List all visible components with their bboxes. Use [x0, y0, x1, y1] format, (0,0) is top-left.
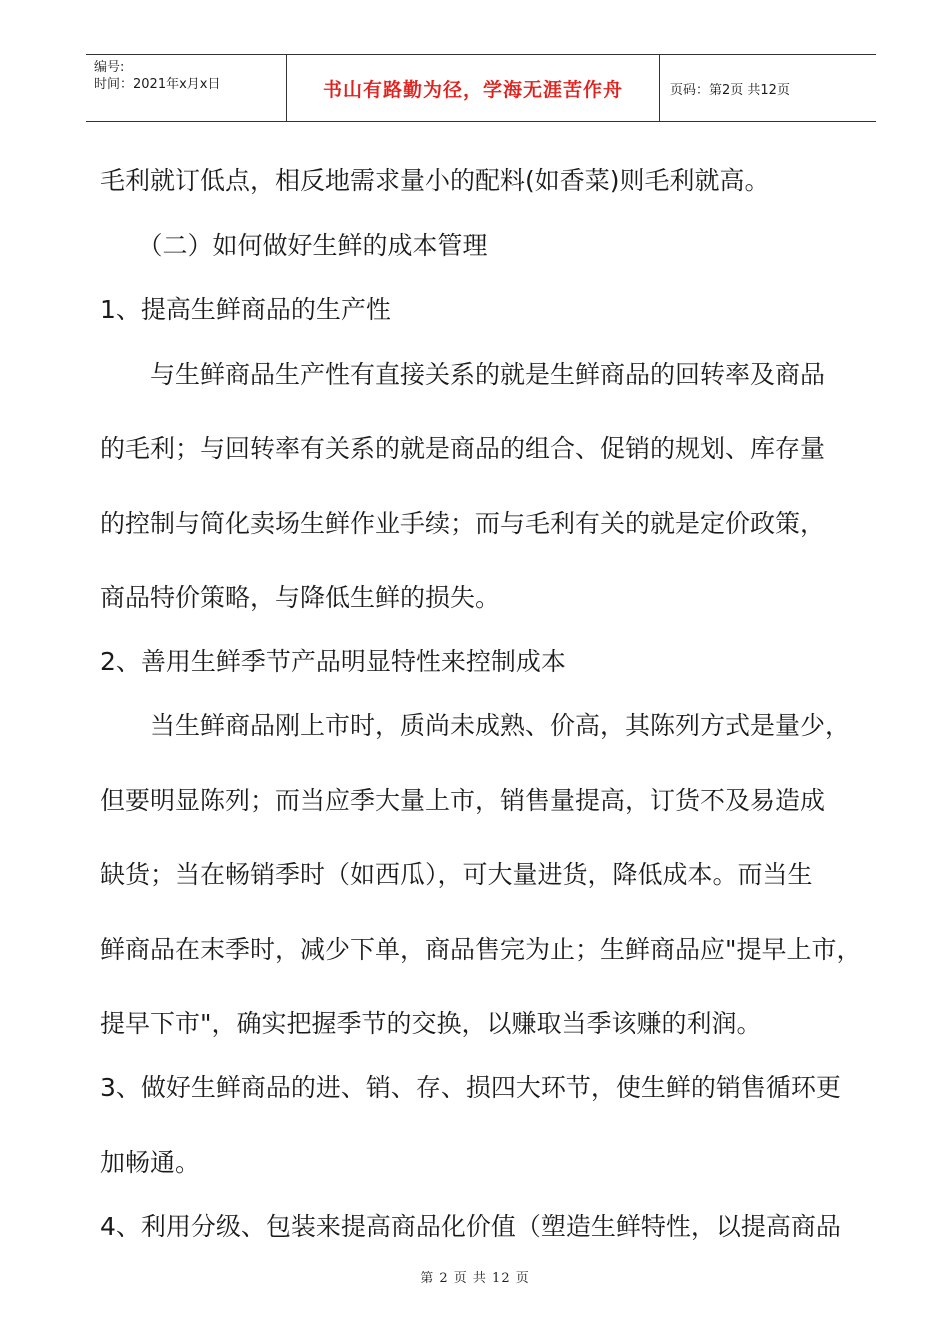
document-time: 时间：2021年x月x日	[94, 77, 221, 92]
text-line: 但要明显陈列；而当应季大量上市，销售量提高，订货不及易造成	[100, 786, 826, 815]
text-line: 当生鲜商品刚上市时，质尚未成熟、价高，其陈列方式是量少，	[100, 711, 851, 740]
section-heading: （二）如何做好生鲜的成本管理	[100, 231, 488, 260]
text-line: 鲜商品在末季时，减少下单，商品售完为止；生鲜商品应"提早上市，	[100, 935, 862, 964]
text-line: 提早下市"，确实把握季节的交换，以赚取当季该赚的利润。	[100, 1009, 762, 1038]
text-line: 毛利就订低点，相反地需求量小的配料(如香菜)则毛利就高。	[100, 166, 770, 195]
page-footer: 第 2 页 共 12 页	[420, 1271, 530, 1286]
header-info	[86, 55, 286, 121]
text-line: 加畅通。	[100, 1148, 201, 1177]
text-line: 缺货；当在畅销季时（如西瓜），可大量进货，降低成本。而当生	[100, 860, 813, 889]
text-line: 商品特价策略，与降低生鲜的损失。	[100, 583, 501, 612]
header-motto: 书山有路勤为径，学海无涯苦作舟	[286, 55, 660, 121]
text-line: 的毛利；与回转率有关系的就是商品的组合、促销的规划、库存量	[100, 434, 826, 463]
text-line: 的控制与简化卖场生鲜作业手续；而与毛利有关的就是定价政策，	[100, 509, 826, 538]
document-number-label: 编号:	[94, 60, 125, 75]
text-line: 与生鲜商品生产性有直接关系的就是生鲜商品的回转率及商品	[100, 360, 826, 389]
item-heading: 4、利用分级、包装来提高商品化价值（塑造生鲜特性，以提高商品	[100, 1212, 841, 1241]
item-heading: 3、做好生鲜商品的进、销、存、损四大环节，使生鲜的销售循环更	[100, 1073, 841, 1102]
item-heading: 1、提高生鲜商品的生产性	[100, 295, 391, 324]
header-page-code: 页码：第2页 共12页	[670, 82, 790, 98]
item-heading: 2、善用生鲜季节产品明显特性来控制成本	[100, 647, 566, 676]
document-header	[86, 54, 876, 122]
